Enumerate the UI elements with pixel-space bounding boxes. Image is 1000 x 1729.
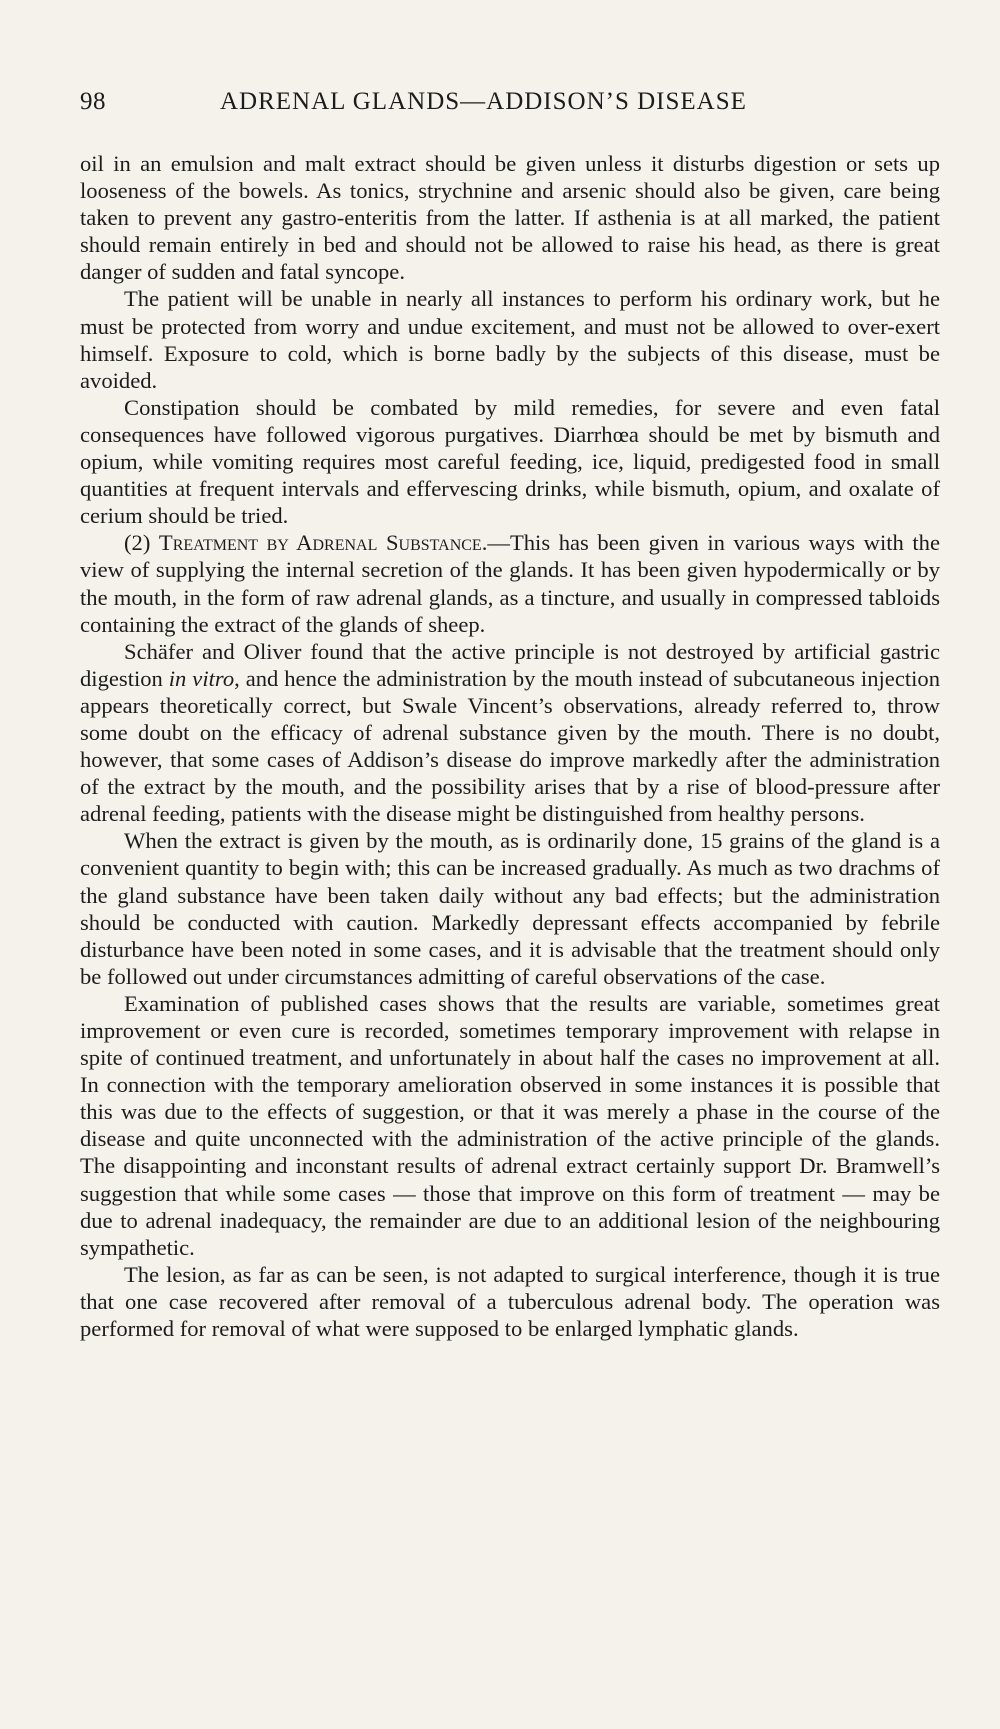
paragraph-schafer-oliver (80, 638, 940, 828)
section-heading: Treatment by Adrenal Substance. (158, 530, 488, 556)
running-title: ADRENAL GLANDS—ADDISON’S DISEASE (220, 88, 747, 115)
paragraph-text-before: Schäfer and Oliver found that the active principle is not destroyed by artificial gastric digestion (80, 638, 940, 691)
paragraph-rest-and-protection: The patient will be unable in nearly all instances to perform his ordinary work, but he must be protected from worry and undue excitement, and must not be allowed to over-exert himself. Exposure to cold, which is borne badly by the subjects of this disease, must be avoided. (80, 286, 940, 393)
paragraph-surgical-interference: The lesion, as far as can be seen, is not adapted to surgical interference, though it is true that one case recovered after removal of a tuberculous adrenal body. The operation was performed for removal of what were supposed to be enlarged lymphatic glands. (80, 1261, 940, 1342)
section-number: (2) (124, 530, 159, 556)
paragraph-adrenal-treatment (80, 529, 940, 637)
paragraph-constipation-diarrhoea: Constipation should be combated by mild remedies, for severe and even fatal consequences have followed vigorous purgatives. Diarrhœa should be met by bismuth and opium, while vomiting requires most careful feeding, ice, liquid, predigested food in small quantities at frequent intervals and effervescing drinks, while bismuth, opium, and oxalate of cerium should be tried. (80, 394, 940, 529)
body-text (80, 150, 940, 1342)
paragraph-dosage: When the extract is given by the mouth, as is ordinarily done, 15 grains of the gland is a convenient quantity to begin with; this can be increased gradually. As much as two drachms of the gland substance have been taken daily without any bad effects; but the administration should be conducted with caution. Markedly depressant effects accompanied by febrile disturbance have been noted in some cases, and it is advisable that the treatment should only be followed out under circumstances admitting of careful observations of the case. (80, 828, 940, 989)
running-head (80, 88, 940, 124)
paragraph-diet-and-tonics: oil in an emulsion and malt extract should be given unless it disturbs digestion or sets up looseness of the bowels. As tonics, strychnine and arsenic should also be given, care being taken to prevent any gastro-enteritis from the latter. If asthenia is at all marked, the patient should remain entirely in bed and should not be allowed to raise his head, as there is great danger of sudden and fatal syncope. (80, 151, 940, 285)
section-text: —This has been given in various ways with the view of supplying the internal secretion of the glands. It has been given hypodermically or by the mouth, in the form of raw adrenal glands, as a tincture, and usually in compressed tabloids containing the extract of the glands of sheep. (80, 530, 940, 637)
paragraph-published-cases: Examination of published cases shows that the results are variable, sometimes great improvement or even cure is recorded, sometimes temporary improvement with relapse in spite of continued treatment, and unfortunately in about half the cases no improvement at all. In connection with the temporary amelioration observed in some instances it is possible that this was due to the effects of suggestion, or that it was merely a phase in the course of the disease and quite unconnected with the administration of the active principle of the glands. The disappointing and inconstant results of adrenal extract certainly support Dr. Bramwell’s suggestion that while some cases — those that improve on this form of treatment — may be due to adrenal inadequacy, the remainder are due to an additional lesion of the neighbouring sympathetic. (80, 990, 940, 1260)
paragraph-text-after: , and hence the administration by the mouth instead of subcutaneous injection appears theoretically correct, but Swale Vincent’s observations, already referred to, throw some doubt on the efficacy of adrenal substance given by the mouth. There is no doubt, however, that some cases of Addison’s disease do improve markedly after the administration of the extract by the mouth, and the possibility arises that by a rise of blood-pressure after adrenal feeding, patients with the disease might be distinguished from healthy persons. (80, 665, 940, 827)
italic-phrase: in vitro (168, 665, 235, 691)
page-number: 98 (80, 88, 106, 115)
